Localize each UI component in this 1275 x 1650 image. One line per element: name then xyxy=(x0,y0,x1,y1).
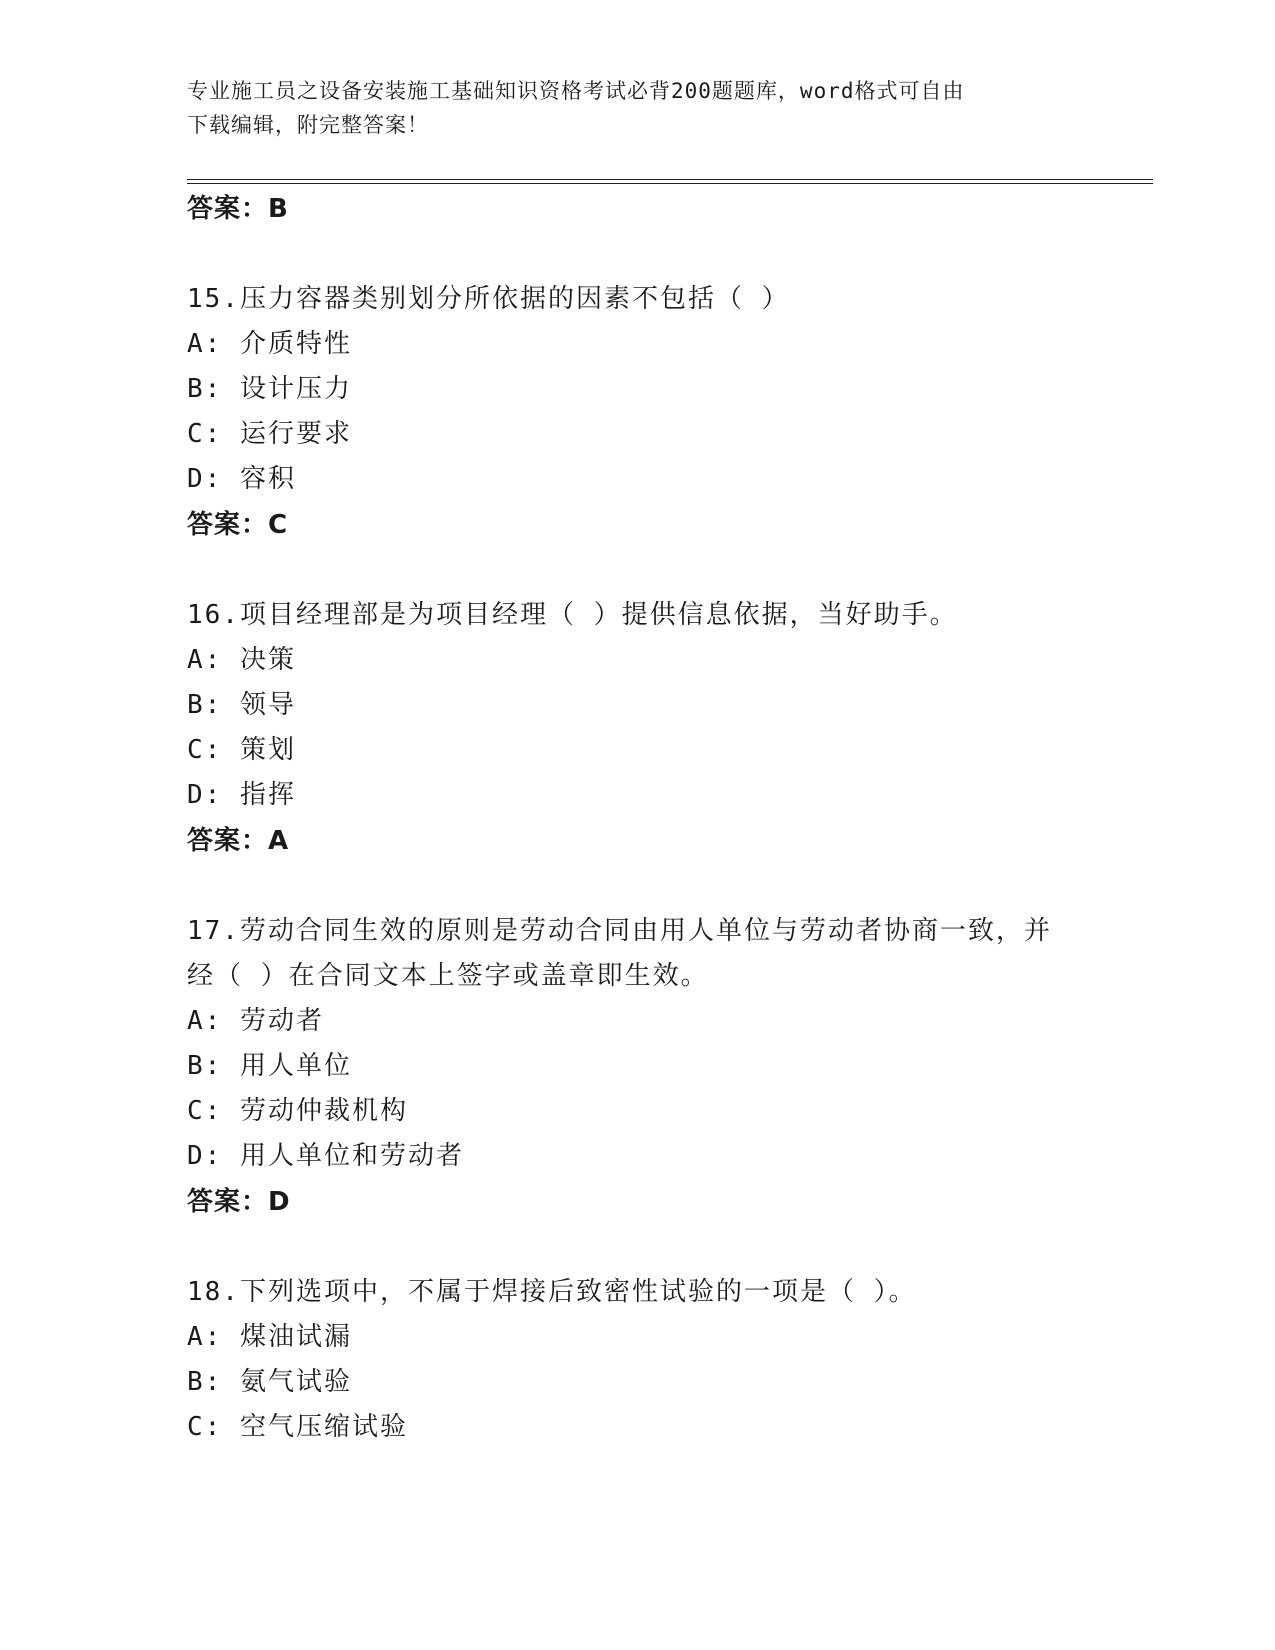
answer-line: 答案：C xyxy=(187,510,289,540)
option-a: A: 介质特性 xyxy=(187,329,352,359)
answer-line: 答案：A xyxy=(187,826,290,856)
question-stem: 16.项目经理部是为项目经理（ ）提供信息依据，当好助手。 xyxy=(187,600,958,630)
option-b: B: 设计压力 xyxy=(187,374,352,404)
option-b: B: 用人单位 xyxy=(187,1051,352,1081)
question-stem-continued: 经（ ）在合同文本上签字或盖章即生效。 xyxy=(187,961,709,991)
option-a: A: 煤油试漏 xyxy=(187,1322,352,1352)
question-stem: 18.下列选项中，不属于焊接后致密性试验的一项是（ ）。 xyxy=(187,1277,917,1307)
header-line-2: 下载编辑，附完整答案！ xyxy=(187,113,429,137)
option-d: D: 指挥 xyxy=(187,780,296,810)
option-c: C: 空气压缩试验 xyxy=(187,1412,408,1442)
option-c: C: 策划 xyxy=(187,735,296,765)
option-d: D: 用人单位和劳动者 xyxy=(187,1141,464,1171)
option-a: A: 决策 xyxy=(187,645,296,675)
option-d: D: 容积 xyxy=(187,464,296,494)
option-b: B: 氨气试验 xyxy=(187,1367,352,1397)
header-rule-bottom xyxy=(187,183,1153,184)
option-a: A: 劳动者 xyxy=(187,1006,324,1036)
header-rule-top xyxy=(187,179,1153,180)
answer-line: 答案：B xyxy=(187,194,289,224)
answer-line: 答案：D xyxy=(187,1187,291,1217)
option-b: B: 领导 xyxy=(187,690,296,720)
option-c: C: 劳动仲裁机构 xyxy=(187,1096,408,1126)
question-stem: 17.劳动合同生效的原则是劳动合同由用人单位与劳动者协商一致，并 xyxy=(187,916,1052,946)
question-stem: 15.压力容器类别划分所依据的因素不包括（ ） xyxy=(187,284,790,314)
document-header xyxy=(187,74,1067,142)
header-line-1: 专业施工员之设备安装施工基础知识资格考试必背200题题库，word格式可自由 xyxy=(187,79,965,103)
option-c: C: 运行要求 xyxy=(187,419,352,449)
